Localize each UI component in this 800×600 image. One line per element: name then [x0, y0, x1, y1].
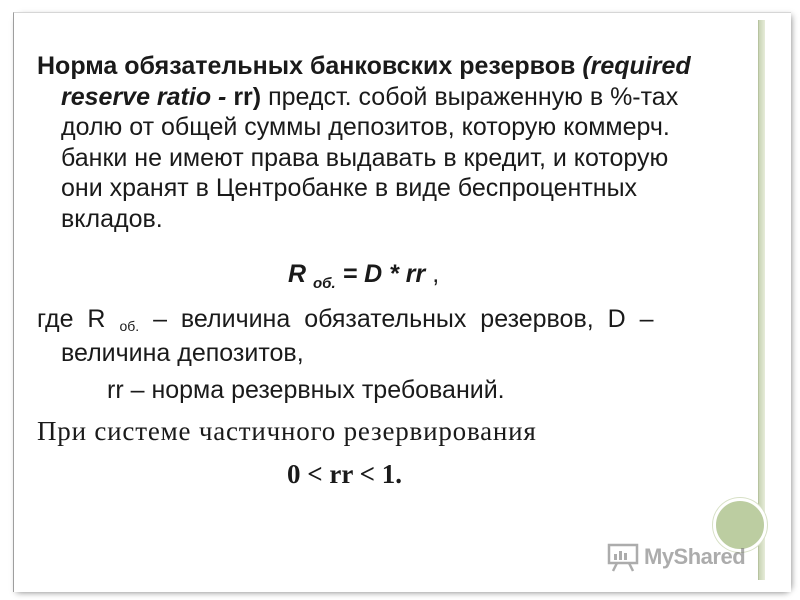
definition-line-3: долю от общей суммы депозитов, которую коммерч. — [61, 113, 670, 141]
term-bold: Норма обязательных банковских резервов — [37, 52, 576, 80]
presentation-board-icon — [607, 542, 639, 572]
formula-rhs: = D * rr — [335, 260, 433, 288]
partial-reserve-heading: При системе частичного резервирования — [37, 416, 537, 446]
definition-line-2 — [37, 82, 767, 113]
where-subscript: об. — [119, 318, 140, 334]
definition-text-2: предст. собой выраженную в %-тах — [261, 82, 679, 111]
where-text-b: – величина обязательных резервов, D – — [139, 305, 654, 333]
rr-inequality: 0 < rr < 1. — [287, 459, 403, 489]
definition-line-4: банки не имеют права выдавать в кредит, и которую — [61, 143, 669, 172]
definition-line-5: они хранят в Центробанке в виде беспроцентных — [61, 174, 638, 202]
term-abbrev: rr) — [233, 82, 262, 111]
watermark-text: MyShared — [644, 544, 746, 569]
term-english-1: (required — [582, 52, 691, 80]
definition-line-6: вкладов. — [61, 204, 163, 233]
definition-paragraph — [37, 51, 767, 234]
where-explanation — [37, 304, 767, 368]
where-line-1 — [37, 304, 767, 338]
formula-lhs: R — [288, 260, 313, 288]
formula-subscript: об. — [313, 275, 336, 292]
term-english-2: reserve ratio - — [61, 82, 234, 111]
where-line-2: величина депозитов, — [61, 338, 304, 367]
formula-comma: , — [432, 260, 440, 288]
reserve-formula — [288, 260, 440, 292]
definition-line-1 — [37, 51, 767, 82]
where-text-a: где R — [37, 305, 120, 333]
watermark — [607, 540, 745, 574]
rr-definition: rr – норма резервных требований. — [107, 376, 505, 404]
